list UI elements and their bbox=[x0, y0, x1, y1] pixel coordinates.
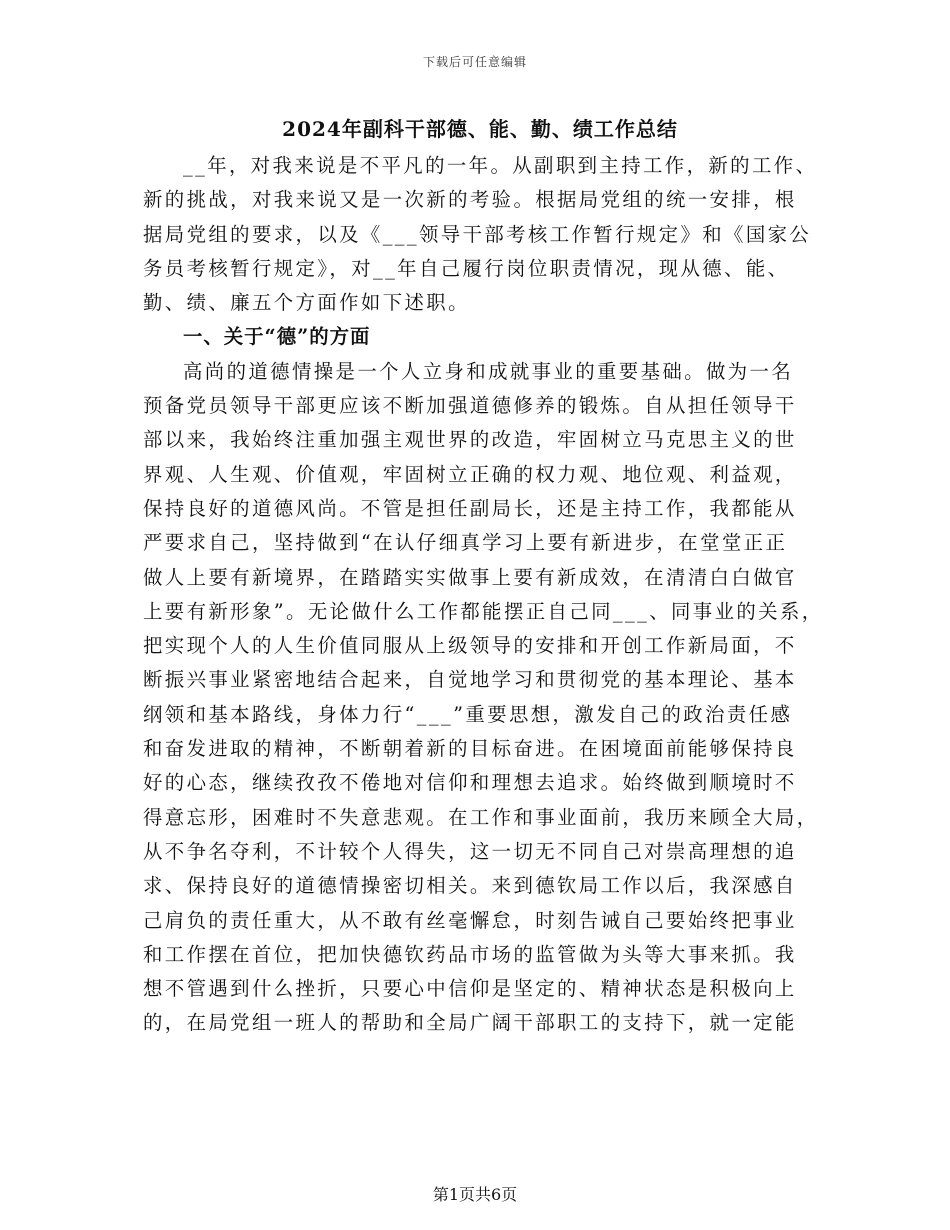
paragraph-line: 断振兴事业紧密地结合起来，自觉地学习和贯彻党的基本理论、基本 bbox=[143, 668, 797, 692]
paragraph-line: 务员考核暂行规定》，对__年自己履行岗位职责情况，现从德、能、 bbox=[143, 256, 790, 280]
paragraph-line: 勤、绩、廉五个方面作如下述职。 bbox=[143, 291, 470, 315]
paragraph-line: 界观、人生观、价值观，牢固树立正确的权力观、地位观、利益观， bbox=[143, 462, 797, 486]
paragraph-line: 得意忘形，困难时不失意悲观。在工作和事业面前，我历来顾全大局， bbox=[143, 805, 819, 829]
paragraph-line: 和工作摆在首位，把加快德钦药品市场的监管做为头等大事来抓。我 bbox=[143, 942, 797, 966]
document-body bbox=[143, 149, 823, 1041]
paragraph-line: 保持良好的道德风尚。不管是担任副局长，还是主持工作，我都能从 bbox=[143, 496, 797, 520]
paragraph-line: 预备党员领导干部更应该不断加强道德修养的锻炼。自从担任领导干 bbox=[143, 394, 797, 418]
paragraph-line: 据局党组的要求，以及《___领导干部考核工作暂行规定》和《国家公 bbox=[143, 222, 812, 246]
paragraph-line: 纲领和基本路线，身体力行“___”重要思想，激发自己的政治责任感 bbox=[143, 702, 793, 726]
header-note: 下载后可任意编辑 bbox=[422, 55, 527, 69]
paragraph-line: 好的心态，继续孜孜不倦地对信仰和理想去追求。始终做到顺境时不 bbox=[143, 771, 797, 795]
section-heading: 一、关于“德”的方面 bbox=[183, 325, 371, 349]
paragraph-line: 严要求自己，坚持做到“在认仔细真学习上要有新进步，在堂堂正正 bbox=[143, 531, 788, 555]
paragraph-line: 新的挑战，对我来说又是一次新的考验。根据局党组的统一安排，根 bbox=[143, 188, 797, 212]
paragraph-line: 和奋发进取的精神，不断朝着新的目标奋进。在困境面前能够保持良 bbox=[143, 737, 797, 761]
paragraph-line: 的，在局党组一班人的帮助和全局广阔干部职工的支持下，就一定能 bbox=[143, 1011, 797, 1035]
paragraph-line: 部以来，我始终注重加强主观世界的改造，牢固树立马克思主义的世 bbox=[143, 428, 797, 452]
paragraph-line: 想不管遇到什么挫折，只要心中信仰是坚定的、精神状态是积极向上 bbox=[143, 977, 797, 1001]
paragraph-line: 己肩负的责任重大，从不敢有丝毫懈怠，时刻告诫自己要始终把事业 bbox=[143, 908, 797, 932]
paragraph-line: 上要有新形象”。无论做什么工作都能摆正自己同___、同事业的关系， bbox=[143, 599, 824, 623]
paragraph-line: 高尚的道德情操是一个人立身和成就事业的重要基础。做为一名 bbox=[183, 359, 794, 383]
paragraph-line: __年，对我来说是不平凡的一年。从副职到主持工作，新的工作、 bbox=[183, 154, 818, 177]
document-title: 2024年副科干部德、能、勤、绩工作总结 bbox=[282, 117, 678, 141]
paragraph-line: 把实现个人的人生价值同服从上级领导的安排和开创工作新局面，不 bbox=[143, 634, 797, 658]
paragraph-line: 做人上要有新境界，在踏踏实实做事上要有新成效，在清清白白做官 bbox=[143, 565, 797, 589]
paragraph-line: 求、保持良好的道德情操密切相关。来到德钦局工作以后，我深感自 bbox=[143, 874, 797, 898]
paragraph-line: 从不争名夺利，不计较个人得失，这一切无不同自己对崇高理想的追 bbox=[143, 839, 797, 863]
page-number: 第1页共6页 bbox=[432, 1185, 518, 1204]
